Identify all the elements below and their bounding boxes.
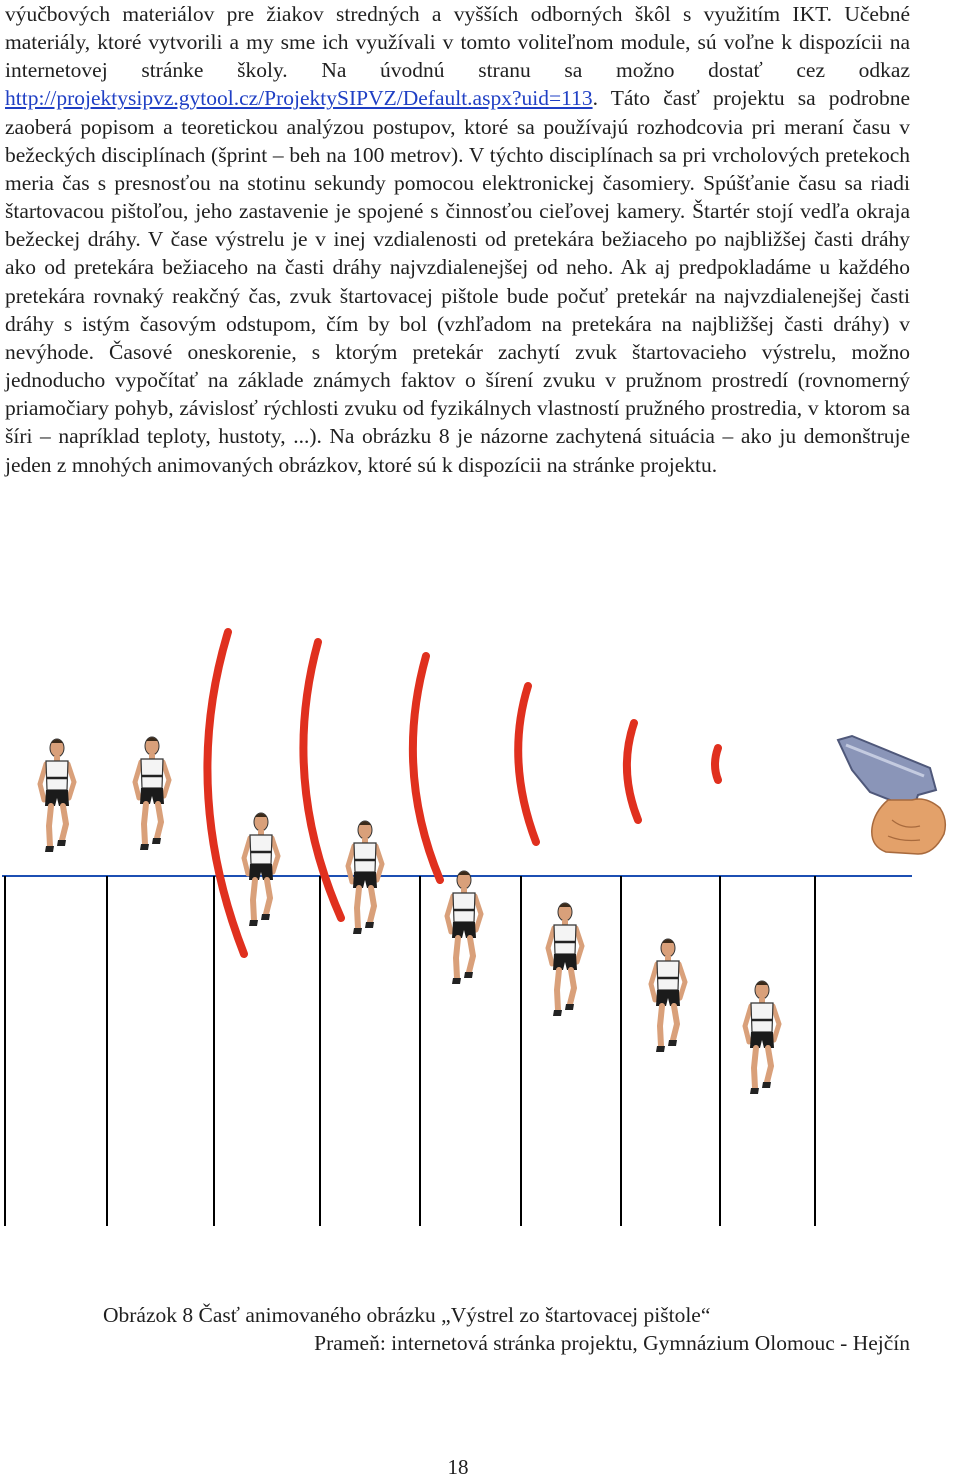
runners bbox=[40, 737, 779, 1094]
runner bbox=[135, 737, 169, 850]
runner bbox=[348, 821, 382, 934]
paragraph-text-before-link: výučbových materiálov pre žiakov stredných a vyšších odborných škôl s využitím IKT. Učebné materiály, ktoré vytvorili a my sme ich využívali v tomto voliteľnom module, sú voľne k dispozícii na internetovej stránke školy. Na úvodnú stranu sa možno dostať cez odkaz bbox=[5, 2, 910, 83]
sound-wave bbox=[627, 723, 638, 820]
runner bbox=[40, 739, 74, 852]
sound-wave bbox=[715, 748, 718, 780]
runner bbox=[651, 939, 685, 1052]
lane-lines bbox=[5, 876, 815, 1226]
runner bbox=[745, 981, 779, 1094]
sound-wave bbox=[518, 686, 536, 842]
runner bbox=[447, 871, 481, 984]
body-paragraph bbox=[5, 0, 910, 479]
page-number: 18 bbox=[447, 1455, 469, 1479]
figure-source: Prameň: internetová stránka projektu, Gymnázium Olomouc - Hejčín bbox=[314, 1331, 910, 1355]
project-link[interactable]: http://projektysipvz.gytool.cz/ProjektySIPVZ/Default.aspx?uid=113 bbox=[5, 86, 593, 111]
hand-icon bbox=[872, 799, 946, 854]
starting-pistol-figure bbox=[0, 610, 960, 1230]
paragraph-text-after-link: . Táto časť projektu sa podrobne zaoberá popisom a teoretickou analýzou postupov, ktoré sa používajú rozhodcovia pri meraní času v bežeckých disciplínach (šprint – beh na 100 metrov). V týchto disciplínach sa pri vrcholových pretekoch meria čas s presnosťou na stotinu sekundy pomocou elektronickej časomiery. Spúšťanie času sa riadi štartovacou pištoľou, jeho zastavenie je spojené s činnosťou cieľovej kamery. Štartér stojí vedľa okraja bežeckej dráhy. V čase výstrelu je v inej vzdialenosti od pretekára bežiaceho po najbližšej časti dráhy ako od pretekára bežiaceho na časti dráhy najvzdialenejšej od neho. Ak aj predpokladáme u každého pretekára rovnaký reakčný čas, zvuk štartovacej pištole bude počuť pretekár na najvzdialenejšej časti dráhy s istým časovým odstupom, čím by bol (vzhľadom na pretekára na najbližšej časti dráhy) v nevýhode. Časové oneskorenie, s ktorým pretekár zachytí zvuk štartovacieho výstrelu, možno jednoducho vypočítať na základe známych faktov o šírení zvuku v pružnom prostredí (rovnomerný priamočiary pohyb, závislosť rýchlosti zvuku od fyzikálnych vlastností pružného prostredia, v ktorom sa šíri – napríklad teploty, hustoty, ...). Na obrázku 8 je názorne zachytená situácia – ako ju demonštruje jeden z mnohých animovaných obrázkov, ktoré sú k dispozícii na stránke projektu. bbox=[5, 86, 910, 477]
runner bbox=[244, 813, 278, 926]
figure-caption: Obrázok 8 Časť animovaného obrázku „Výstrel zo štartovacej pištole“ bbox=[103, 1303, 711, 1327]
runner bbox=[548, 903, 582, 1016]
sound-wave bbox=[413, 656, 440, 880]
sound-wave bbox=[207, 632, 244, 954]
